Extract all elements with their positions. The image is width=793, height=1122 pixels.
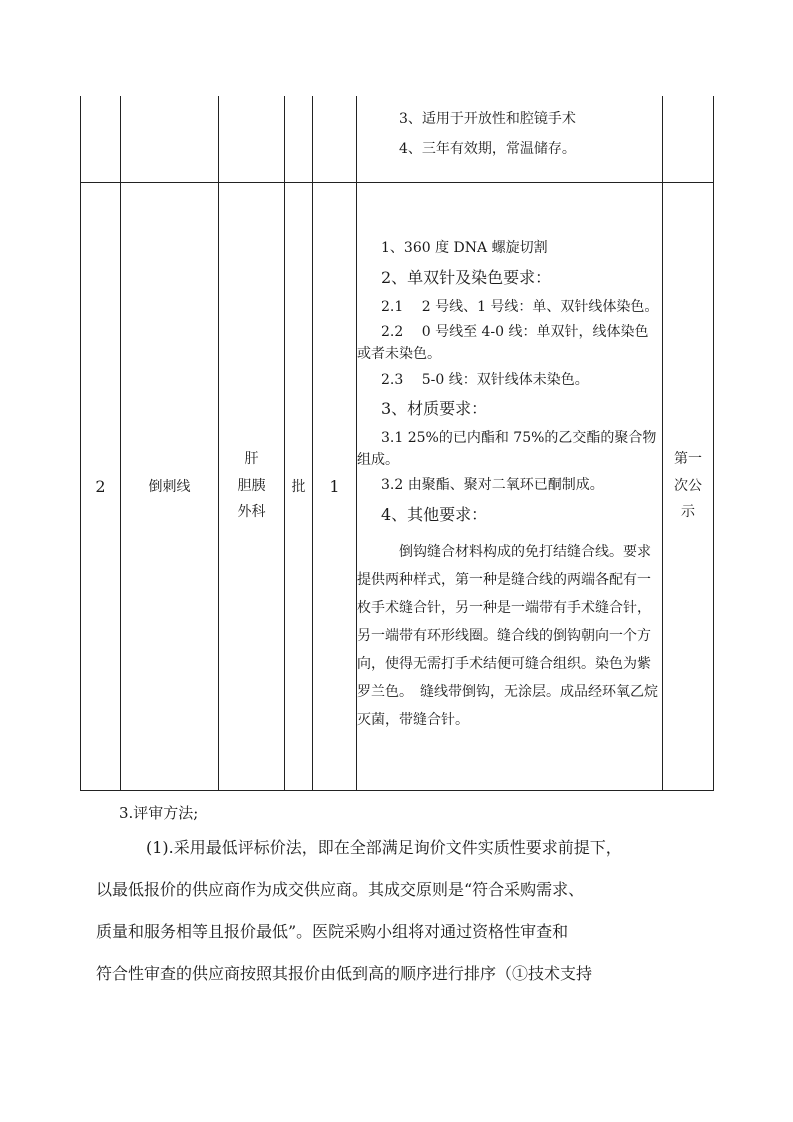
req-subitem: 3.2 由聚酯、聚对二氧环已酮制成。 [381,477,604,494]
cell-empty [285,96,313,182]
cell-empty [81,96,121,182]
req-subitem: 2.3 5-0 线：双针线体未染色。 [381,371,589,388]
requirements-cell [357,182,663,790]
continuation-line: 3、适用于开放性和腔镜手术 [399,111,576,127]
req-heading: 3、材质要求： [381,399,488,419]
quantity-cell: 1 [313,182,357,790]
cell-empty [313,96,357,182]
req-subitem: 2.1 2 号线、1 号线：单、双针线体染色。 [381,298,659,315]
continuation-line: 4、三年有效期，常温储存。 [399,141,576,157]
cell-empty [663,96,714,182]
req-paragraph: 倒钩缝合材料构成的免打结缝合线。要求提供两种样式，第一种是缝合线的两端各配有一枚手术缝合针，另一种是一端带有手术缝合针，另一端带有环形线圈。缝合线的倒钩朝向一个方向，使得无需打手术结便可缝合组织。染色为紫罗兰色。 缝线带倒钩，无涂层。成品经环氧乙烷灭菌，带缝合针。 [357,543,658,728]
continuation-row [81,96,714,182]
department-line: 肝 [244,451,259,468]
note-line: 次公 [674,477,702,494]
department-cell [219,182,285,790]
department-line: 外科 [237,504,266,521]
req-item: 1、360 度 DNA 螺旋切割 [381,240,548,257]
note-cell [663,182,714,790]
continuation-desc-cell [357,96,663,182]
unit-cell: 批 [285,182,313,790]
paragraph-line: 符合性审查的供应商按照其报价由低到高的顺序进行排序（①技术支持 [96,964,593,983]
req-subitem: 2.2 0 号线至 4-0 线：单双针，线体染色或者未染色。 [357,324,649,362]
note-line: 示 [681,504,695,521]
paragraph-line: (1).采用最低评标价法，即在全部满足询价文件实质性要求前提下， [146,838,622,857]
section-heading: 3.评审方法; [119,804,199,822]
req-heading: 2、单双针及染色要求： [381,267,552,287]
paragraph-line: 以最低报价的供应商作为成交供应商。其成交原则是“符合采购需求、 [96,880,585,899]
note-line: 第一 [674,451,702,468]
row-number: 2 [81,182,121,790]
table-row [81,182,714,790]
cell-empty [219,96,285,182]
req-subitem: 3.1 25%的已内酯和 75%的乙交酯的聚合物组成。 [357,430,657,468]
cell-empty [121,96,219,182]
procurement-spec-table [80,96,714,791]
item-name: 倒刺线 [121,182,219,790]
department-line: 胆胰 [237,477,266,494]
paragraph-line: 质量和服务相等且报价最低”。医院采购小组将对通过资格性审查和 [96,922,569,941]
req-heading: 4、其他要求： [381,505,488,525]
